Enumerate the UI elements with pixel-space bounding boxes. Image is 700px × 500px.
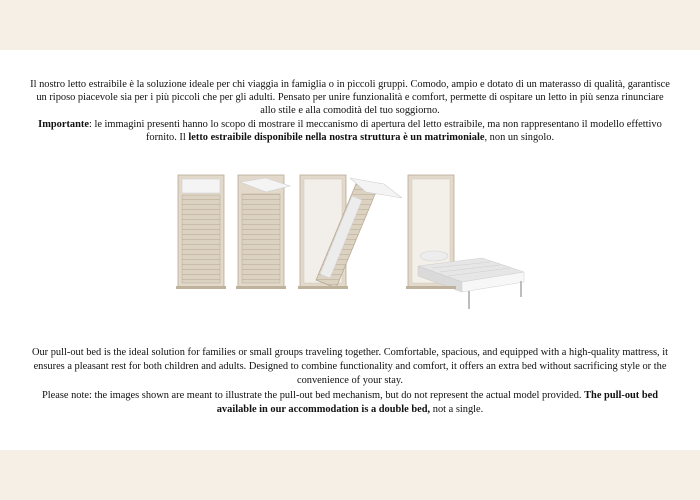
italian-paragraph: Il nostro letto estraibile è la soluzione ideale per chi viaggia in famiglia o in piccoli gruppi. Comodo, ampio e dotato di un materasso di qualità, garantisce un riposo piacevole sia per i più piccoli che per gli adulti. Pensato per unire funzionalità e comfort, permette di ospitare un letto in più senza rinunciare allo stile e alla comodità del tuo soggiorno. [30,79,670,117]
pull-out-bed-illustration [170,170,530,315]
english-note [30,389,670,417]
italian-note [30,118,670,144]
bottom-background-band [0,450,700,500]
english-note-text: Please note: the images shown are meant to illustrate the pull-out bed mechanism, but do not represent the actual model provided. [41,389,585,401]
english-note-bold: The pull-out bed available in our accommodation is a double bed, [216,389,659,415]
english-paragraph: Our pull-out bed is the ideal solution for families or small groups traveling together. Comfortable, spacious, and equipped with a high-quality mattress, it ensures a pleasant rest for both children and adults. Designed to combine functionality and comfort, it offers an extra bed without sacrificing style or the convenience of your stay. [31,347,668,387]
english-description [30,346,670,417]
italian-note-bold: letto estraibile disponibile nella nostra struttura è un matrimoniale [188,131,485,143]
bed-mechanism-figure [170,170,530,315]
english-note-end: not a single. [430,403,484,415]
top-background-band [0,0,700,50]
opening-cabinet [236,175,290,289]
italian-description [30,78,670,144]
bed-lowering [298,175,402,289]
content-card [0,50,700,450]
italian-note-end: , non un singolo. [484,131,555,143]
italian-note-label: Importante [38,118,89,130]
bed-open [406,175,524,309]
closed-cabinet [176,175,226,289]
italian-note-text: : le immagini presenti hanno lo scopo di mostrare il meccanismo di apertura del letto estraibile, ma non rappresentano il modello effettivo fornito. Il [88,118,662,143]
